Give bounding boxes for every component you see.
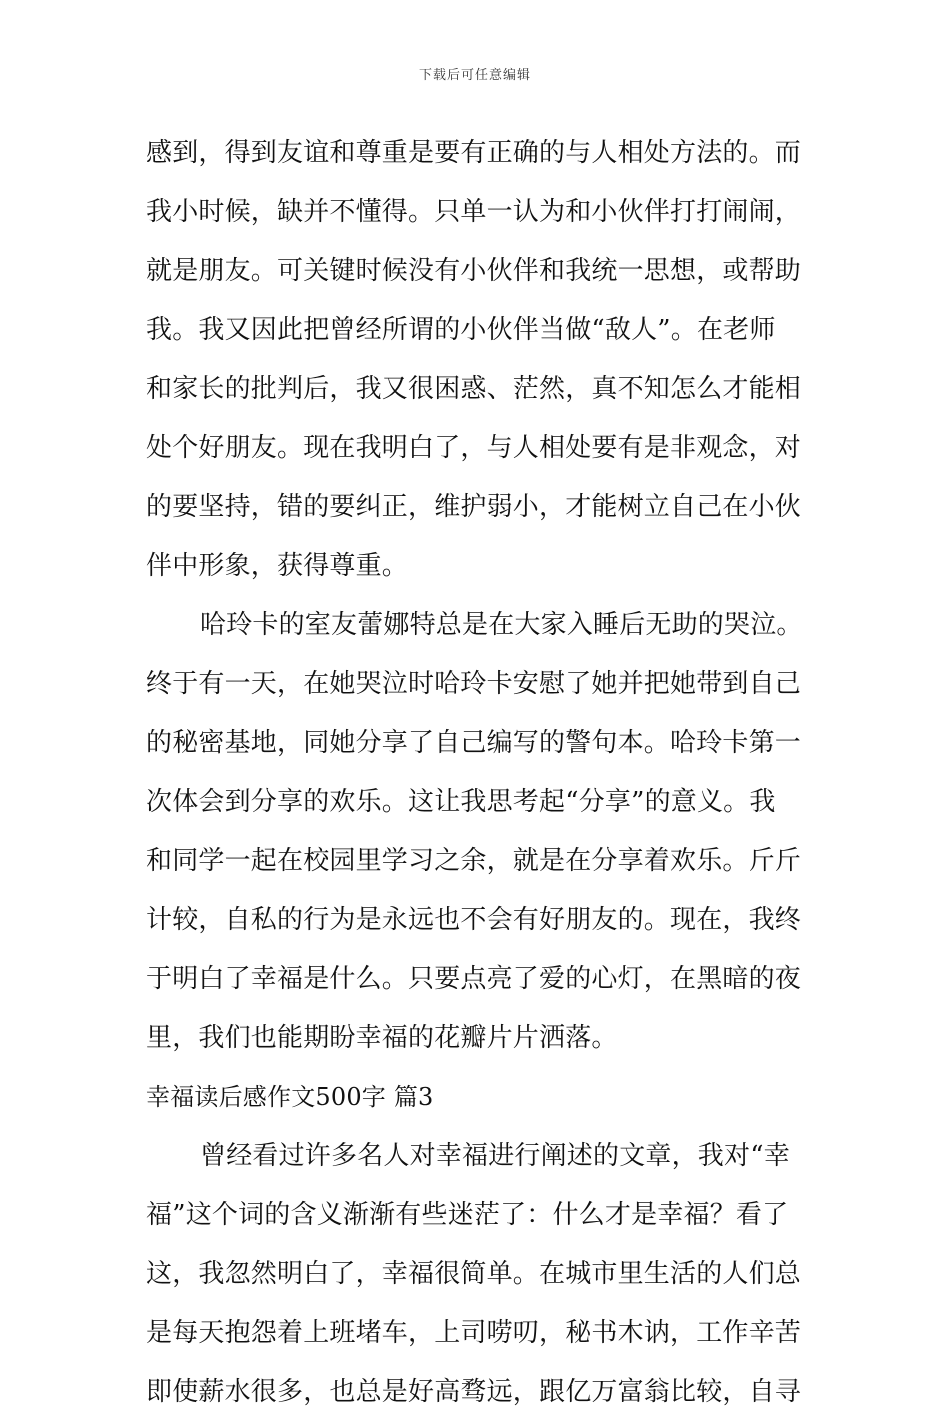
paragraph-2 [146, 596, 810, 1068]
document-body [146, 124, 810, 1422]
page-header: 下载后可任意编辑 [418, 68, 531, 83]
text-line: 和同学一起在校园里学习之余，就是在分享着欢乐。斤斤 [146, 846, 802, 876]
text-line: 和家长的批判后，我又很困惑、茫然，真不知怎么才能相 [146, 374, 802, 404]
text-line: 感到，得到友谊和尊重是要有正确的与人相处方法的。而 [146, 138, 802, 168]
text-line: 次体会到分享的欢乐。这让我思考起“分享”的意义。我 [146, 787, 776, 817]
text-line: 终于有一天，在她哭泣时哈玲卡安慰了她并把她带到自己 [146, 669, 802, 699]
section-heading: 幸福读后感作文500字 篇3 [146, 1083, 434, 1111]
paragraph-1 [146, 124, 810, 596]
text-line: 就是朋友。可关键时候没有小伙伴和我统一思想，或帮助 [146, 256, 802, 286]
text-line: 我小时候，缺并不懂得。只单一认为和小伙伴打打闹闹， [146, 197, 802, 227]
text-line: 哈玲卡的室友蕾娜特总是在大家入睡后无助的哭泣。 [200, 610, 803, 640]
text-line: 这，我忽然明白了，幸福很简单。在城市里生活的人们总 [146, 1259, 802, 1289]
text-line: 的要坚持，错的要纠正，维护弱小，才能树立自己在小伙 [146, 492, 802, 522]
text-line: 计较，自私的行为是永远也不会有好朋友的。现在，我终 [146, 905, 802, 935]
text-line: 的秘密基地，同她分享了自己编写的警句本。哈玲卡第一 [146, 728, 802, 758]
text-line: 是每天抱怨着上班堵车，上司唠叨，秘书木讷，工作辛苦 [146, 1318, 802, 1348]
text-line: 伴中形象，获得尊重。 [146, 551, 409, 581]
text-line: 即使薪水很多，也总是好高骛远，跟亿万富翁比较，自寻 [146, 1377, 802, 1407]
paragraph-3 [146, 1127, 810, 1422]
text-line: 于明白了幸福是什么。只要点亮了爱的心灯，在黑暗的夜 [146, 964, 802, 994]
text-line: 我。我又因此把曾经所谓的小伙伴当做“敌人”。在老师 [146, 315, 776, 345]
text-line: 曾经看过许多名人对幸福进行阐述的文章，我对“幸 [200, 1141, 790, 1171]
text-line: 处个好朋友。现在我明白了，与人相处要有是非观念，对 [146, 433, 802, 463]
text-line: 里，我们也能期盼幸福的花瓣片片洒落。 [146, 1023, 618, 1053]
text-line: 福”这个词的含义渐渐有些迷茫了：什么才是幸福？看了 [146, 1200, 789, 1230]
